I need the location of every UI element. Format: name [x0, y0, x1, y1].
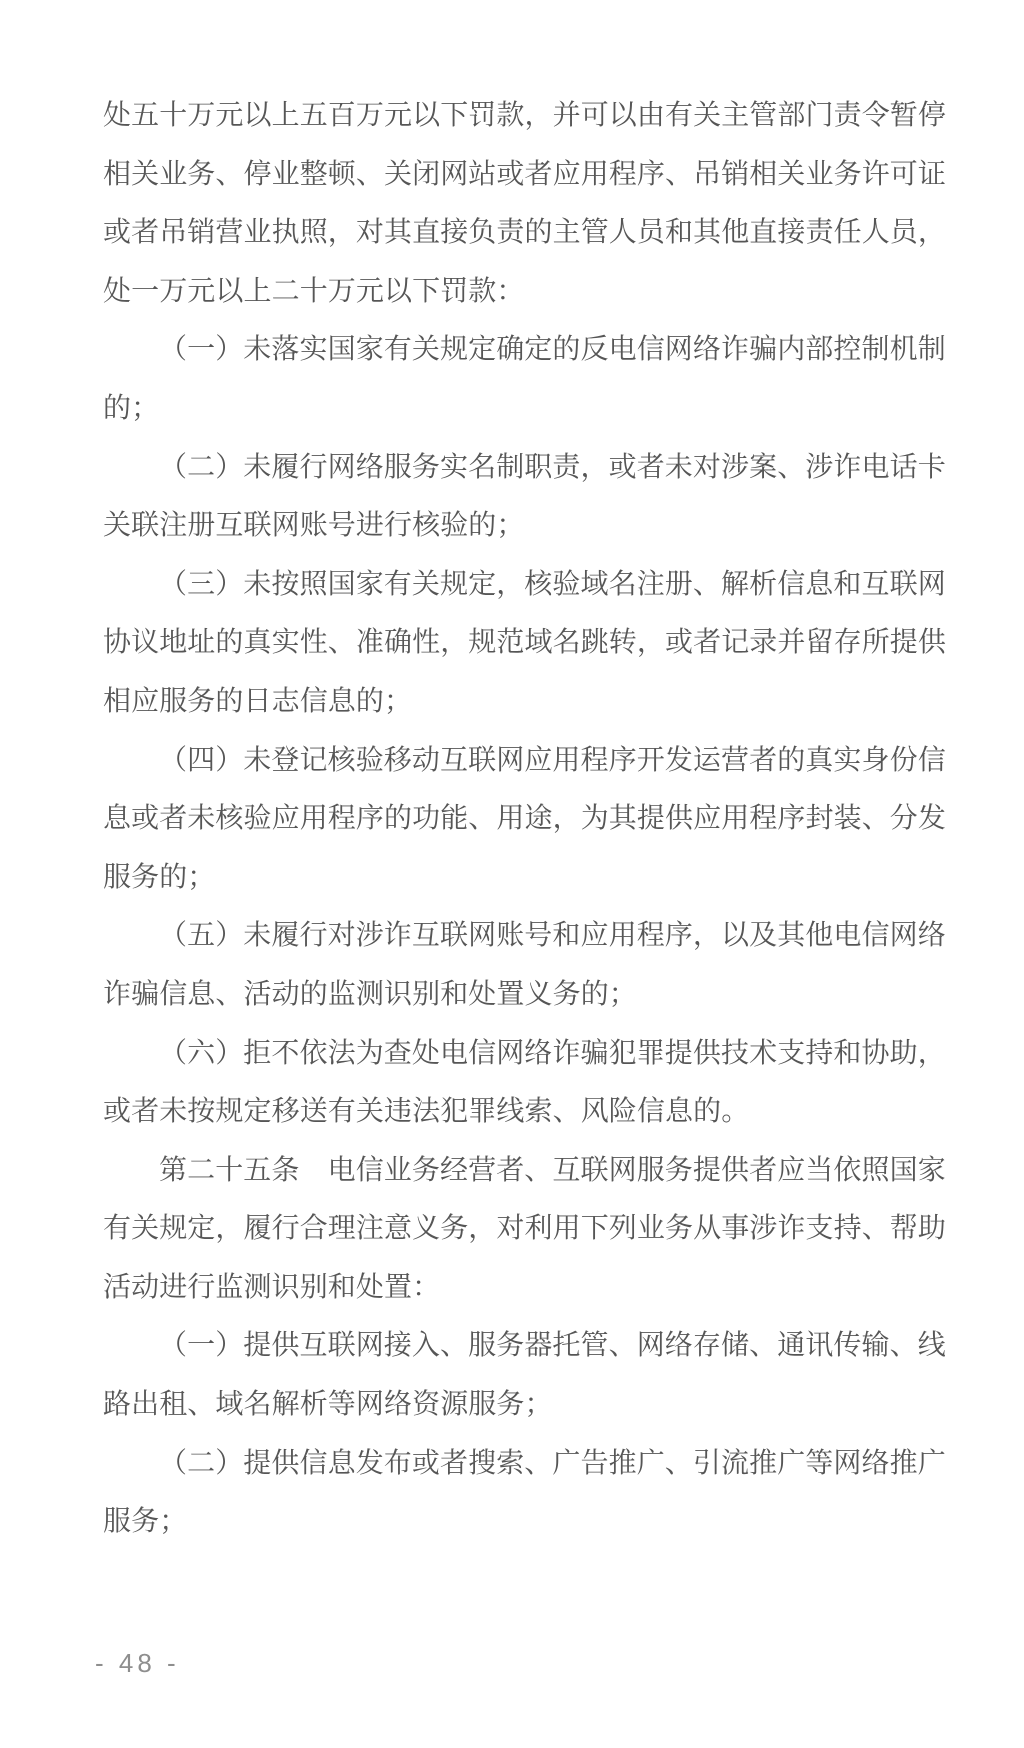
text-line: 处一万元以上二十万元以下罚款：	[103, 274, 525, 306]
text-line: 有关规定，履行合理注意义务，对利用下列业务从事涉诈支持、帮助	[103, 1212, 947, 1244]
text-line: 关联注册互联网账号进行核验的；	[103, 509, 525, 541]
text-line: 协议地址的真实性、准确性，规范域名跳转，或者记录并留存所提供	[103, 626, 947, 658]
clause-item-1	[103, 320, 948, 437]
text-line: （三）未按照国家有关规定，核验域名注册、解析信息和互联网	[159, 567, 946, 599]
document-body	[103, 86, 948, 1551]
clause-item-3	[103, 555, 948, 731]
clause-item-4	[103, 731, 948, 907]
text-line: （六）拒不依法为查处电信网络诈骗犯罪提供技术支持和协助，	[159, 1036, 946, 1068]
text-line: 或者吊销营业执照，对其直接负责的主管人员和其他直接责任人员，	[103, 216, 947, 248]
text-line: 第二十五条 电信业务经营者、互联网服务提供者应当依照国家	[159, 1153, 946, 1185]
text-line: （二）提供信息发布或者搜索、广告推广、引流推广等网络推广	[159, 1446, 946, 1478]
clause-item-2	[103, 438, 948, 555]
text-line: 相应服务的日志信息的；	[103, 684, 413, 716]
text-line: 活动进行监测识别和处置：	[103, 1270, 441, 1302]
text-line: （一）提供互联网接入、服务器托管、网络存储、通讯传输、线	[159, 1329, 946, 1361]
page-number: - 48 -	[95, 1648, 180, 1678]
text-line: （四）未登记核验移动互联网应用程序开发运营者的真实身份信	[159, 743, 946, 775]
text-line: （五）未履行对涉诈互联网账号和应用程序，以及其他电信网络	[159, 919, 946, 951]
text-line: 的；	[103, 391, 160, 423]
clause-item-5	[103, 906, 948, 1023]
page-footer	[95, 1646, 180, 1680]
continuation-paragraph	[103, 86, 948, 320]
text-line: 诈骗信息、活动的监测识别和处置义务的；	[103, 977, 637, 1009]
text-line: （一）未落实国家有关规定确定的反电信网络诈骗内部控制机制	[159, 333, 946, 365]
text-line: 服务；	[103, 1505, 188, 1537]
text-line: 处五十万元以上五百万元以下罚款，并可以由有关主管部门责令暂停	[103, 99, 947, 130]
text-line: （二）未履行网络服务实名制职责，或者未对涉案、涉诈电话卡	[159, 450, 946, 482]
article-25-item-2	[103, 1434, 948, 1551]
text-line: 相关业务、停业整顿、关闭网站或者应用程序、吊销相关业务许可证	[103, 157, 947, 189]
article-25-item-1	[103, 1316, 948, 1433]
article-25-paragraph	[103, 1141, 948, 1317]
text-line: 息或者未核验应用程序的功能、用途，为其提供应用程序封装、分发	[103, 802, 947, 834]
clause-item-6	[103, 1024, 948, 1141]
text-line: 路出租、域名解析等网络资源服务；	[103, 1388, 553, 1420]
text-line: 或者未按规定移送有关违法犯罪线索、风险信息的。	[103, 1095, 750, 1127]
text-line: 服务的；	[103, 860, 216, 892]
